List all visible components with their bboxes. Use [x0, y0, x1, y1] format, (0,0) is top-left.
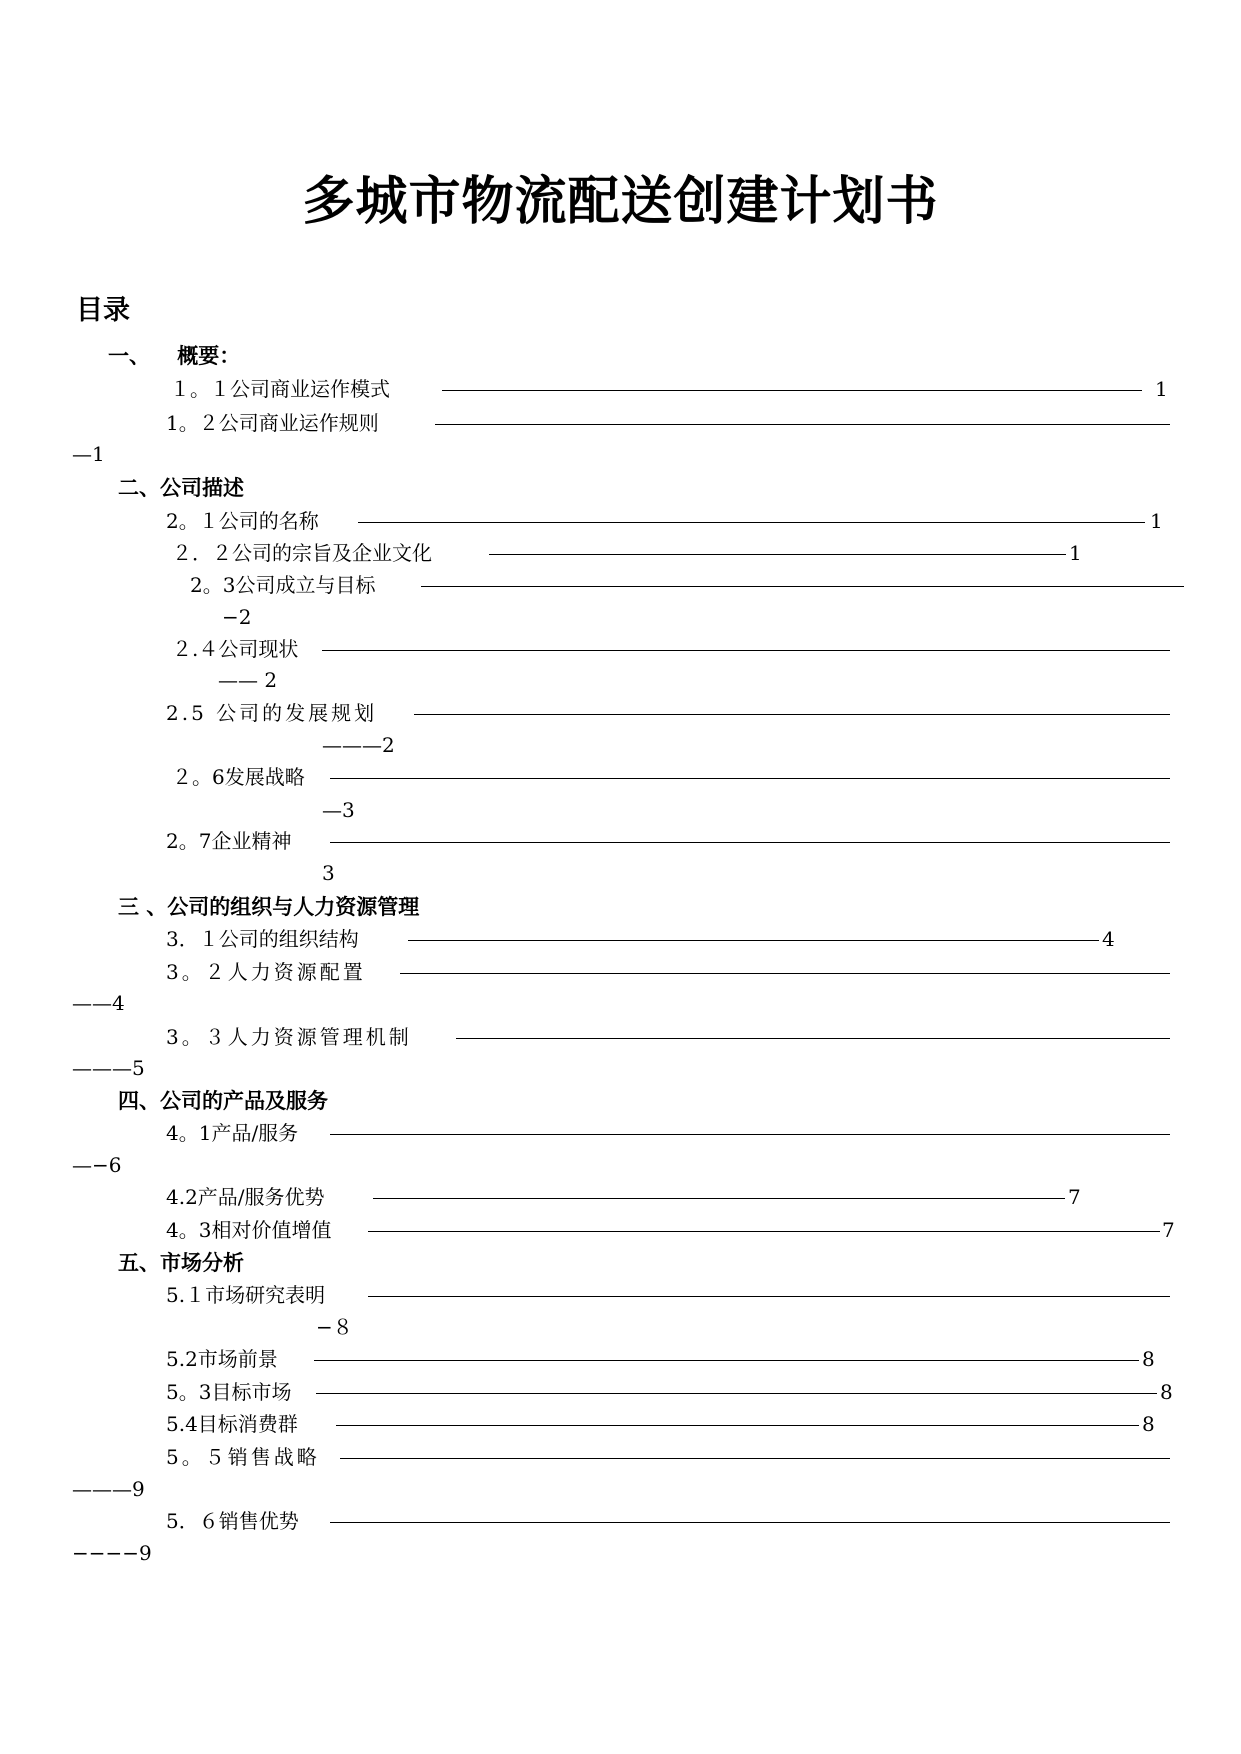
- toc-leader: [489, 554, 1066, 555]
- toc-entry-4-2-label: 4.2产品/服务优势: [166, 1185, 325, 1209]
- toc-entry-3-3-label: 3。３人力资源管理机制: [166, 1025, 412, 1049]
- toc-entry-5-3-label: 5。3目标市场: [166, 1380, 292, 1404]
- toc-heading: 目录: [76, 295, 130, 326]
- toc-entry-2-2-page: 1: [1069, 541, 1082, 565]
- toc-entry-2-4-page: —— 2: [218, 668, 278, 692]
- toc-entry-3-2-page: ——4: [72, 991, 125, 1015]
- toc-entry-4-3-label: 4。3相对价值增值: [166, 1218, 332, 1242]
- toc-leader: [330, 1522, 1170, 1523]
- toc-leader: [400, 973, 1170, 974]
- toc-leader: [330, 1134, 1170, 1135]
- toc-entry-4-1-page: —−6: [72, 1153, 122, 1177]
- toc-leader: [322, 650, 1170, 651]
- toc-entry-4-2-page: 7: [1068, 1185, 1081, 1209]
- toc-entry-2-5-page: ———2: [322, 733, 395, 757]
- toc-entry-2-4-label: ２.４公司现状: [172, 637, 299, 661]
- toc-entry-5-2-label: 5.2市场前景: [166, 1347, 278, 1371]
- toc-entry-5-5-page: ———9: [72, 1477, 145, 1501]
- toc-entry-3-2-label: 3。２人力资源配置: [166, 960, 366, 984]
- toc-leader: [414, 714, 1170, 715]
- toc-entry-2-1-page: 1: [1150, 509, 1163, 533]
- toc-entry-3-3-page: ———5: [72, 1056, 145, 1080]
- toc-leader: [435, 424, 1170, 425]
- toc-leader: [368, 1296, 1170, 1297]
- toc-section-2: 二、公司描述: [118, 476, 244, 500]
- toc-section-1: 一、 概要：: [108, 344, 241, 368]
- toc-leader: [373, 1198, 1065, 1199]
- toc-entry-2-7-label: 2。7企业精神: [166, 829, 292, 853]
- toc-entry-1-1-page: 1: [1155, 377, 1168, 401]
- toc-entry-2-6-label: ２。6发展战略: [172, 765, 305, 789]
- toc-leader: [456, 1038, 1170, 1039]
- toc-entry-2-3-page: −2: [222, 605, 252, 629]
- toc-leader: [340, 1458, 1170, 1459]
- toc-leader: [421, 586, 1184, 587]
- toc-entry-4-3-page: 7: [1162, 1218, 1175, 1242]
- toc-entry-2-2-label: ２．２公司的宗旨及企业文化: [172, 541, 432, 565]
- toc-leader: [314, 1360, 1139, 1361]
- toc-leader: [330, 842, 1170, 843]
- toc-leader: [442, 390, 1142, 391]
- toc-leader: [336, 1425, 1139, 1426]
- toc-entry-2-3-label: 2。3公司成立与目标: [190, 573, 376, 597]
- document-title: 多城市物流配送创建计划书: [302, 172, 939, 232]
- toc-entry-5-4-page: 8: [1142, 1412, 1155, 1436]
- toc-entry-1-2-label: 1。２公司商业运作规则: [166, 411, 379, 435]
- toc-leader: [316, 1393, 1157, 1394]
- toc-leader: [358, 522, 1145, 523]
- toc-entry-5-1-label: 5.１市场研究表明: [166, 1283, 326, 1307]
- toc-entry-2-7-page: 3: [322, 861, 335, 885]
- toc-entry-4-1-label: 4。1产品/服务: [166, 1121, 299, 1145]
- toc-entry-1-2-page: —1: [72, 442, 105, 466]
- toc-entry-5-6-page: −−−−9: [72, 1541, 152, 1565]
- toc-entry-2-6-page: —3: [322, 798, 355, 822]
- toc-leader: [368, 1231, 1160, 1232]
- toc-section-3: 三 、公司的组织与人力资源管理: [118, 895, 420, 919]
- toc-entry-2-5-label: 2.5 公司的发展规划: [166, 701, 378, 725]
- toc-entry-5-2-page: 8: [1142, 1347, 1155, 1371]
- toc-entry-5-6-label: 5．６销售优势: [166, 1509, 299, 1533]
- toc-entry-5-1-page: −８: [316, 1315, 353, 1339]
- toc-entry-5-4-label: 5.4目标消费群: [166, 1412, 298, 1436]
- toc-entry-5-3-page: 8: [1160, 1380, 1173, 1404]
- toc-entry-2-1-label: 2。１公司的名称: [166, 509, 319, 533]
- toc-leader: [330, 778, 1170, 779]
- toc-entry-3-1-label: 3．１公司的组织结构: [166, 927, 359, 951]
- toc-entry-1-1-label: １。１公司商业运作模式: [170, 377, 390, 401]
- toc-entry-3-1-page: 4: [1102, 927, 1115, 951]
- toc-leader: [408, 940, 1099, 941]
- toc-section-5: 五、市场分析: [118, 1251, 244, 1275]
- toc-section-4: 四、公司的产品及服务: [118, 1089, 328, 1113]
- toc-entry-5-5-label: 5。５销售战略: [166, 1445, 320, 1469]
